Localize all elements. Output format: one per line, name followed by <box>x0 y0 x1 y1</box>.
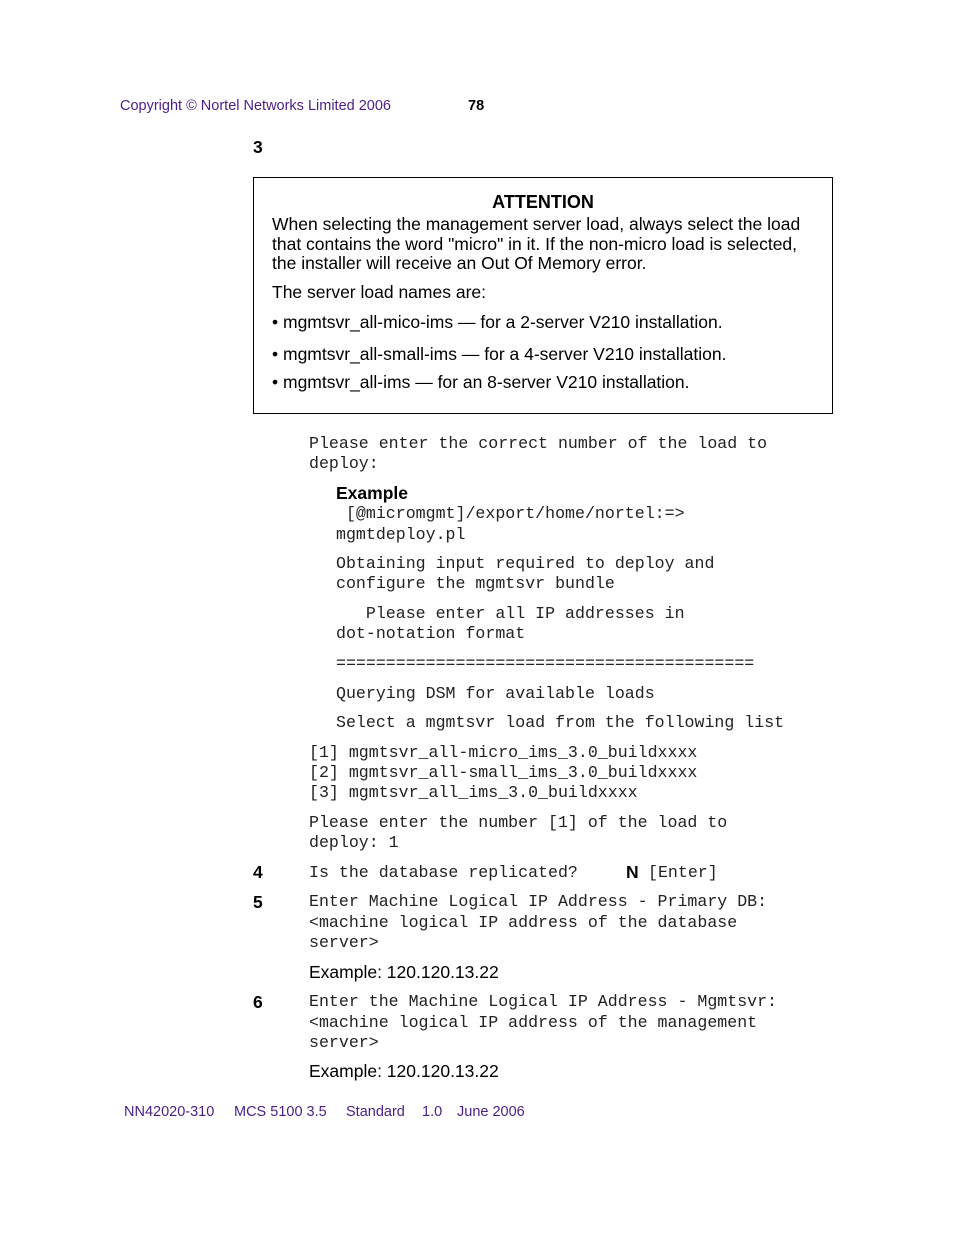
command-line: mgmtdeploy.pl <box>336 525 466 544</box>
output-line: Please enter all IP addresses in <box>336 604 685 623</box>
output-line: Querying DSM for available loads <box>336 684 655 703</box>
attention-title: ATTENTION <box>492 192 594 212</box>
primary-db-line: <machine logical IP address of the database <box>309 913 738 932</box>
primary-db-line: Enter Machine Logical IP Address - Primary DB: <box>309 892 768 911</box>
step-number-4: 4 <box>253 862 263 882</box>
step-number-6: 6 <box>253 992 263 1012</box>
enter-number-line: Please enter the number [1] of the load to <box>309 813 728 832</box>
footer-version: 1.0 <box>422 1104 443 1120</box>
output-line: Select a mgmtsvr load from the following list <box>336 713 785 732</box>
separator-line: ========================================== <box>336 654 755 673</box>
replicated-question: Is the database replicated? <box>309 863 578 882</box>
mgmtsvr-line: <machine logical IP address of the management <box>309 1013 758 1032</box>
primary-db-line: server> <box>309 933 379 952</box>
output-line: dot-notation format <box>336 624 526 643</box>
load-option: [2] mgmtsvr_all-small_ims_3.0_buildxxxx <box>309 763 698 782</box>
command-line: [@micromgmt]/export/home/nortel:=> <box>336 504 685 523</box>
mgmtsvr-example: Example: 120.120.13.22 <box>309 1061 499 1081</box>
primary-db-example: Example: 120.120.13.22 <box>309 962 499 982</box>
attention-bullet: • mgmtsvr_all-small-ims — for a 4-server V210 installation. <box>272 344 727 364</box>
attention-bullet: • mgmtsvr_all-mico-ims — for a 2-server V210 installation. <box>272 312 723 332</box>
page-number: 78 <box>468 98 485 114</box>
example-label: Example <box>336 483 408 503</box>
prompt-line: deploy: <box>309 454 379 473</box>
step-number-5: 5 <box>253 892 263 912</box>
step-number-3: 3 <box>253 137 263 157</box>
footer-date: June 2006 <box>457 1104 525 1120</box>
attention-box <box>253 177 833 414</box>
output-line: Obtaining input required to deploy and <box>336 554 715 573</box>
attention-paragraph: When selecting the management server load, always select the load that contains the word "micro" in it. If the non-micro load is selected, the installer will receive an Out Of Memory error. <box>272 214 801 273</box>
enter-key-text: [Enter] <box>648 863 718 882</box>
load-option: [3] mgmtsvr_all_ims_3.0_buildxxxx <box>309 783 638 802</box>
copyright-text: Copyright © Nortel Networks Limited 2006 <box>120 98 391 114</box>
attention-intro: The server load names are: <box>272 282 486 302</box>
output-line: configure the mgmtsvr bundle <box>336 574 615 593</box>
mgmtsvr-line: Enter the Machine Logical IP Address - Mgmtsvr: <box>309 992 778 1011</box>
attention-bullet: • mgmtsvr_all-ims — for an 8-server V210 installation. <box>272 372 690 392</box>
prompt-line: Please enter the correct number of the load to <box>309 434 768 453</box>
enter-number-line: deploy: 1 <box>309 833 399 852</box>
footer-product: MCS 5100 3.5 <box>234 1104 327 1120</box>
load-option: [1] mgmtsvr_all-micro_ims_3.0_buildxxxx <box>309 743 698 762</box>
footer-status: Standard <box>346 1104 405 1120</box>
replicated-answer: N <box>626 862 639 882</box>
mgmtsvr-line: server> <box>309 1033 379 1052</box>
footer-doc-number: NN42020-310 <box>124 1104 215 1120</box>
